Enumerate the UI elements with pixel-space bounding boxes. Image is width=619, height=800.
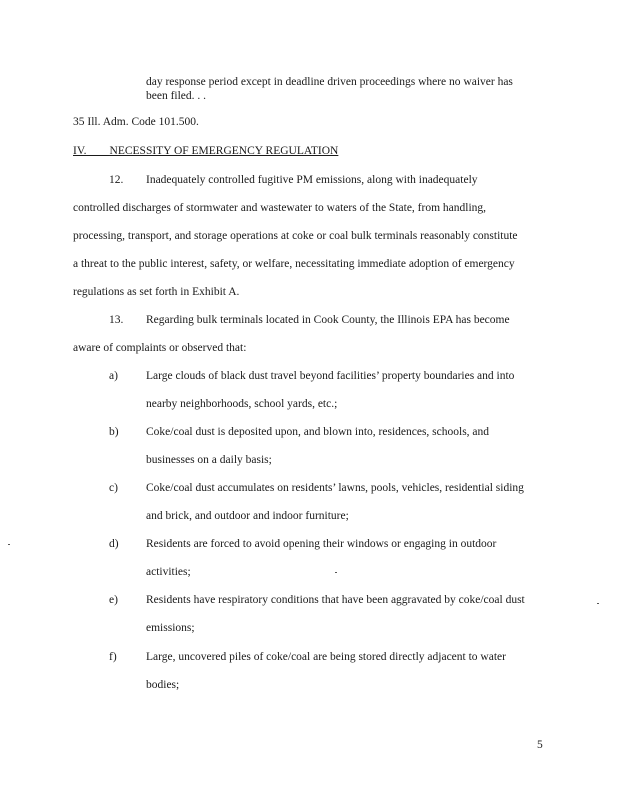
- list-item-label: e): [109, 594, 118, 606]
- list-item-line: Residents are forced to avoid opening their windows or engaging in outdoor: [146, 538, 497, 550]
- list-item-label: c): [109, 482, 118, 494]
- section-title: NECESSITY OF EMERGENCY REGULATION: [109, 145, 339, 157]
- list-item-line: Large clouds of black dust travel beyond facilities’ property boundaries and into: [146, 370, 515, 382]
- para-12-number: 12.: [109, 174, 124, 186]
- list-item-label: b): [109, 426, 119, 438]
- para-12-line: Inadequately controlled fugitive PM emissions, along with inadequately: [146, 174, 478, 186]
- scan-speck: [597, 603, 599, 604]
- para-12-line: a threat to the public interest, safety, or welfare, necessitating immediate adoption of emergency: [73, 258, 515, 270]
- list-item-line: businesses on a daily basis;: [146, 454, 272, 466]
- para-12-line: regulations as set forth in Exhibit A.: [73, 286, 240, 298]
- quote-line-1: day response period except in deadline driven proceedings where no waiver has: [146, 76, 513, 88]
- list-item-line: Coke/coal dust is deposited upon, and blown into, residences, schools, and: [146, 426, 490, 438]
- list-item-line: Residents have respiratory conditions that have been aggravated by coke/coal dust: [146, 594, 525, 606]
- list-item-line: Coke/coal dust accumulates on residents’ lawns, pools, vehicles, residential siding: [146, 482, 524, 494]
- section-gap: ____: [86, 145, 110, 157]
- page-number: 5: [537, 739, 543, 751]
- para-13-number: 13.: [109, 314, 124, 326]
- para-13-line: aware of complaints or observed that:: [73, 342, 247, 354]
- list-item-line: activities;: [146, 566, 191, 578]
- section-number: IV.: [73, 145, 87, 157]
- list-item-line: and brick, and outdoor and indoor furniture;: [146, 510, 349, 522]
- section-heading: [73, 144, 338, 158]
- list-item-label: d): [109, 538, 119, 550]
- scan-speck: [335, 572, 337, 573]
- list-item-label: f): [109, 651, 117, 663]
- quote-line-2: been filed. . .: [146, 90, 207, 102]
- citation: 35 Ill. Adm. Code 101.500.: [73, 116, 199, 128]
- para-12-line: processing, transport, and storage operations at coke or coal bulk terminals reasonably constitute: [73, 230, 518, 242]
- list-item-line: nearby neighborhoods, school yards, etc.;: [146, 398, 338, 410]
- scan-speck: [8, 544, 10, 545]
- list-item-line: bodies;: [146, 679, 180, 691]
- list-item-label: a): [109, 370, 118, 382]
- para-13-line: Regarding bulk terminals located in Cook County, the Illinois EPA has become: [146, 314, 510, 326]
- list-item-line: emissions;: [146, 622, 195, 634]
- para-12-line: controlled discharges of stormwater and wastewater to waters of the State, from handling,: [73, 202, 487, 214]
- list-item-line: Large, uncovered piles of coke/coal are being stored directly adjacent to water: [146, 651, 506, 663]
